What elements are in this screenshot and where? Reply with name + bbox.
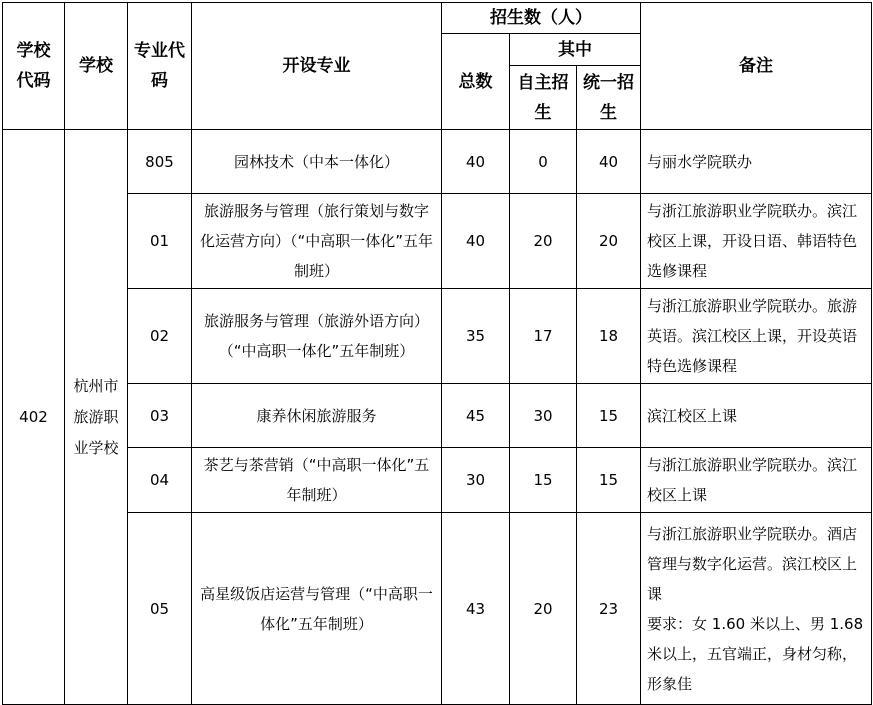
header-of-which: 其中 [510, 34, 641, 66]
remarks-line: 与浙江旅游职业学院联办。滨江校区上课，开设日语、韩语特色选修课程 [647, 202, 858, 280]
enrollment-table [2, 2, 872, 705]
header-major: 开设专业 [192, 3, 442, 130]
header-school-code: 学校代码 [3, 3, 65, 130]
header-school: 学校 [65, 3, 128, 130]
total-cell: 45 [442, 384, 510, 448]
header-enrollment: 招生数（人） [442, 3, 641, 34]
major-name-cell: 茶艺与茶营销（“中高职一体化”五年制班） [192, 448, 442, 513]
major-name-cell: 园林技术（中本一体化） [192, 130, 442, 194]
unified-cell: 15 [577, 384, 641, 448]
remarks-cell [641, 289, 872, 384]
unified-cell: 40 [577, 130, 641, 194]
major-code-cell: 05 [128, 513, 192, 705]
unified-cell: 15 [577, 448, 641, 513]
unified-cell: 20 [577, 194, 641, 289]
unified-cell: 18 [577, 289, 641, 384]
header-remarks: 备注 [641, 3, 872, 130]
major-code-cell: 03 [128, 384, 192, 448]
major-code-cell: 01 [128, 194, 192, 289]
major-name-cell: 康养休闲旅游服务 [192, 384, 442, 448]
independent-cell: 30 [510, 384, 577, 448]
major-name-cell: 高星级饭店运营与管理（“中高职一体化”五年制班） [192, 513, 442, 705]
remarks-cell [641, 448, 872, 513]
school-code-cell: 402 [3, 130, 65, 705]
remarks-line: 与丽水学院联办 [647, 152, 753, 171]
independent-cell: 20 [510, 194, 577, 289]
total-cell: 40 [442, 194, 510, 289]
total-cell: 43 [442, 513, 510, 705]
remarks-line: 要求：女 1.60 米以上、男 1.68 米以上，五官端正，身材匀称，形象佳 [647, 614, 864, 693]
remarks-line: 与浙江旅游职业学院联办。滨江校区上课 [647, 456, 858, 504]
remarks-cell [641, 384, 872, 448]
independent-cell: 17 [510, 289, 577, 384]
total-cell: 35 [442, 289, 510, 384]
major-code-cell: 805 [128, 130, 192, 194]
major-name-cell: 旅游服务与管理（旅行策划与数字化运营方向）（“中高职一体化”五年制班） [192, 194, 442, 289]
remarks-line: 与浙江旅游职业学院联办。旅游英语。滨江校区上课，开设英语特色选修课程 [647, 297, 858, 375]
header-major-code: 专业代码 [128, 3, 192, 130]
total-cell: 30 [442, 448, 510, 513]
remarks-line: 与浙江旅游职业学院联办。酒店管理与数字化运营。滨江校区上课 [647, 524, 858, 603]
header-unified: 统一招生 [577, 66, 641, 130]
independent-cell: 15 [510, 448, 577, 513]
major-name-cell: 旅游服务与管理（旅游外语方向）（“中高职一体化”五年制班） [192, 289, 442, 384]
school-name-cell: 杭州市旅游职业学校 [65, 130, 128, 705]
remarks-cell [641, 513, 872, 705]
remarks-cell [641, 130, 872, 194]
independent-cell: 0 [510, 130, 577, 194]
major-code-cell: 04 [128, 448, 192, 513]
remarks-cell [641, 194, 872, 289]
total-cell: 40 [442, 130, 510, 194]
header-total: 总数 [442, 34, 510, 130]
remarks-line: 滨江校区上课 [647, 406, 738, 425]
unified-cell: 23 [577, 513, 641, 705]
major-code-cell: 02 [128, 289, 192, 384]
header-independent: 自主招生 [510, 66, 577, 130]
independent-cell: 20 [510, 513, 577, 705]
